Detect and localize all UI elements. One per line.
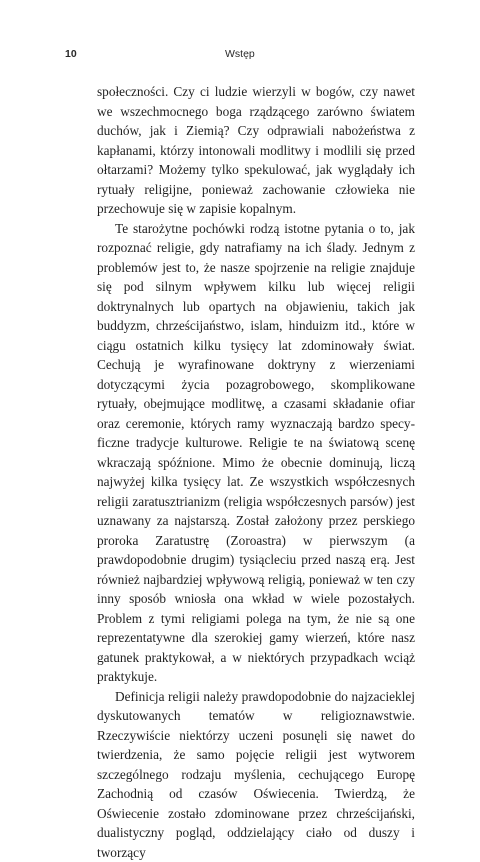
page-number: 10: [65, 48, 77, 60]
running-head: Wstęp: [225, 48, 255, 60]
paragraph: społeczności. Czy ci ludzie wierzyli w bogów, czy nawet we wszechmocnego boga rządzącego zarówno światem duchów, jak i Ziemią? Czy odprawiali nabożeństwa z kapłanami, którzy intonowali modlitwy i modlili się przed ołtarzami? Możemy tylko spekulować, jak wyglądały ich rytuały religijne, ponieważ zachowanie człowieka nie przechowuje się w zapisie kopalnym.: [97, 82, 415, 219]
paragraph: Te starożytne pochówki rodzą istotne pytania o to, jak rozpoznać religie, gdy natrafiamy na ich ślady. Jednym z problemów jest to, że nasze spojrzenie na religie znajduje się pod silnym wpływem kilku lub więcej religii doktrynalnych lub opartych na objawieniu, takich jak buddyzm, chrześcijaństwo, islam, hinduizm itd., które w ciągu ostatnich kilku tysięcy lat zdominowały świat. Cechują je wyrafinowane doktryny z wierzeniami dotyczącymi życia pozagrobowego, skomplikowane rytuały, obejmujące modlitwę, a czasami składanie ofiar oraz ceremonie, których ramy wyznaczają bardzo specyficzne tradycje kulturowe. Religie te na światową scenę wkraczają spóźnione. Mimo że obecnie dominują, liczą najwyżej kilka tysięcy lat. Ze wszystkich współczesnych religii zaratusztrianizm (religia współczesnych parsów) jest uznawany za najstarszą. Został założony przez perskiego proroka Zaratustrę (Zoroastra) w pierwszym (a prawdopodobnie drugim) tysiącleciu przed naszą erą. Jest również najbardziej wpływową religią, ponieważ w ten czy inny sposób wniosła ona wkład w wiele pozostałych. Problem z tymi religiami polega na tym, że nie są one reprezentatywne dla szerokiej gamy wierzeń, które nasz gatunek praktykował, a w niektórych przypadkach wciąż praktykuje.: [97, 219, 415, 687]
page-header: [65, 48, 415, 64]
body-text: [97, 82, 415, 862]
paragraph: Definicja religii należy prawdopodobnie do najzacieklej dyskutowanych tematów w religioznawstwie. Rzeczywiście niektórzy uczeni posunęli się nawet do twierdzenia, że samo pojęcie religii jest wytworem szczególnego rodzaju myślenia, cechującego Europę Zachodnią od czasów Oświecenia. Twierdzą, że Oświecenie zostało zdominowane przez chrześcijański, dualistyczny pogląd, oddzielający ciało od duszy i tworzący: [97, 687, 415, 862]
